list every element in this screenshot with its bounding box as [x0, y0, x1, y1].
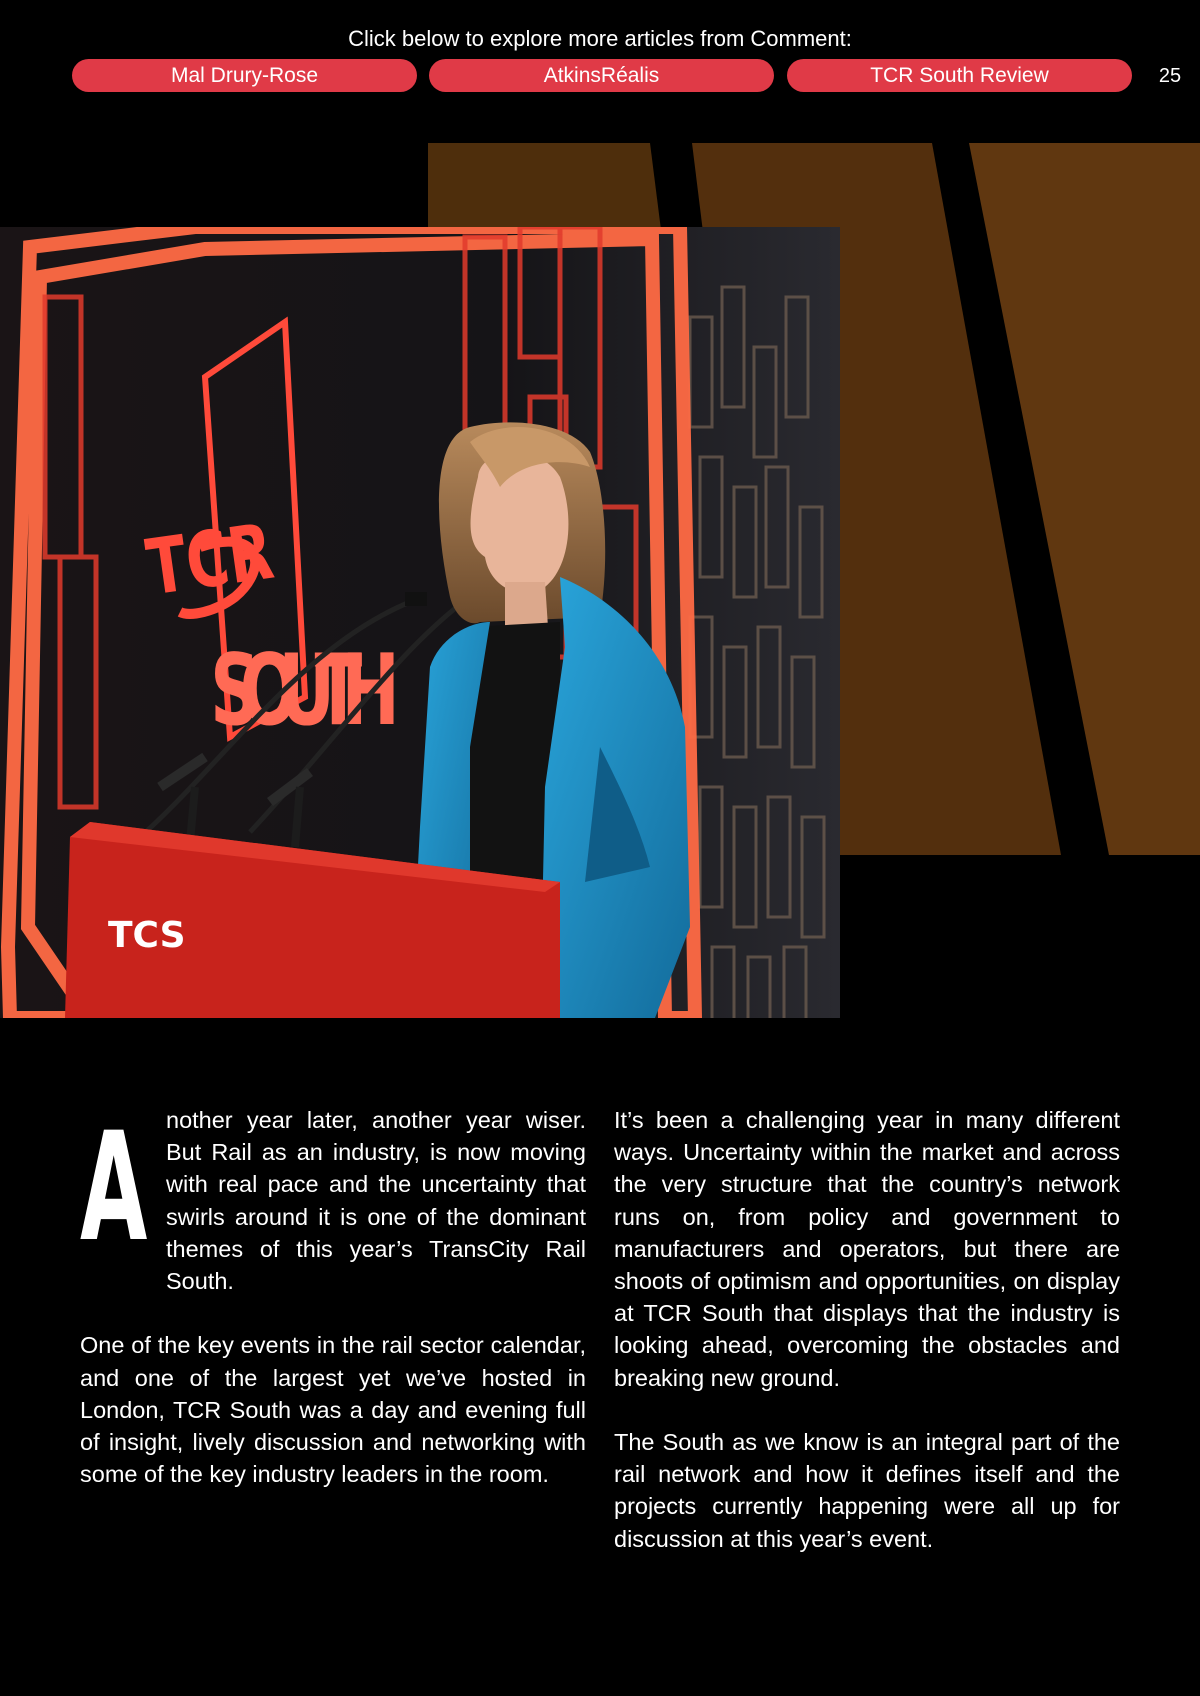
- right-paragraph-1: It’s been a challenging year in many different ways. Uncertainty within the market and across the very structure that the country’s network runs on, from policy and government to manufacturers and operators, but there are shoots of optimism and opportunities, on display at TCR South that displays that the industry is looking ahead, overcoming the obstacles and breaking new ground.: [614, 1107, 1120, 1391]
- backdrop-logo-south: SOUTH: [210, 634, 400, 749]
- nav-button-atkinsrealis[interactable]: AtkinsRéalis: [429, 59, 774, 92]
- left-paragraph-1-text: nother year later, another year wiser. But Rail as an industry, is now moving with real pace and the uncertainty that swirls around it is one of the dominant themes of this year’s TransCity Rail South.: [166, 1107, 586, 1295]
- nav-button-tcr-south-review[interactable]: TCR South Review: [787, 59, 1132, 92]
- hero-photo: [0, 227, 840, 1018]
- page-number: 25: [1158, 65, 1182, 87]
- podium-logo: TCS: [108, 915, 186, 956]
- drop-cap: A: [80, 1101, 148, 1275]
- hero-photo-illustration: [0, 227, 840, 1018]
- left-paragraph-1: [80, 1101, 586, 1297]
- backdrop-logo-tcr: TCR: [141, 507, 279, 614]
- drop-cap-container: [80, 1101, 166, 1294]
- right-paragraph-2: The South as we know is an integral part of the rail network and how it defines itself and the projects currently happening were all up for discussion at this year’s event.: [614, 1429, 1120, 1552]
- article-column-right: [614, 1104, 1120, 1587]
- nav-prompt: Click below to explore more articles from Comment:: [348, 26, 852, 51]
- left-paragraph-2: One of the key events in the rail sector calendar, and one of the largest yet we’ve hosted in London, TCR South was a day and evening full of insight, lively discussion and networking with some of the key industry leaders in the room.: [80, 1332, 586, 1488]
- article-column-left: [80, 1101, 586, 1523]
- nav-button-mal-drury-rose[interactable]: Mal Drury-Rose: [72, 59, 417, 92]
